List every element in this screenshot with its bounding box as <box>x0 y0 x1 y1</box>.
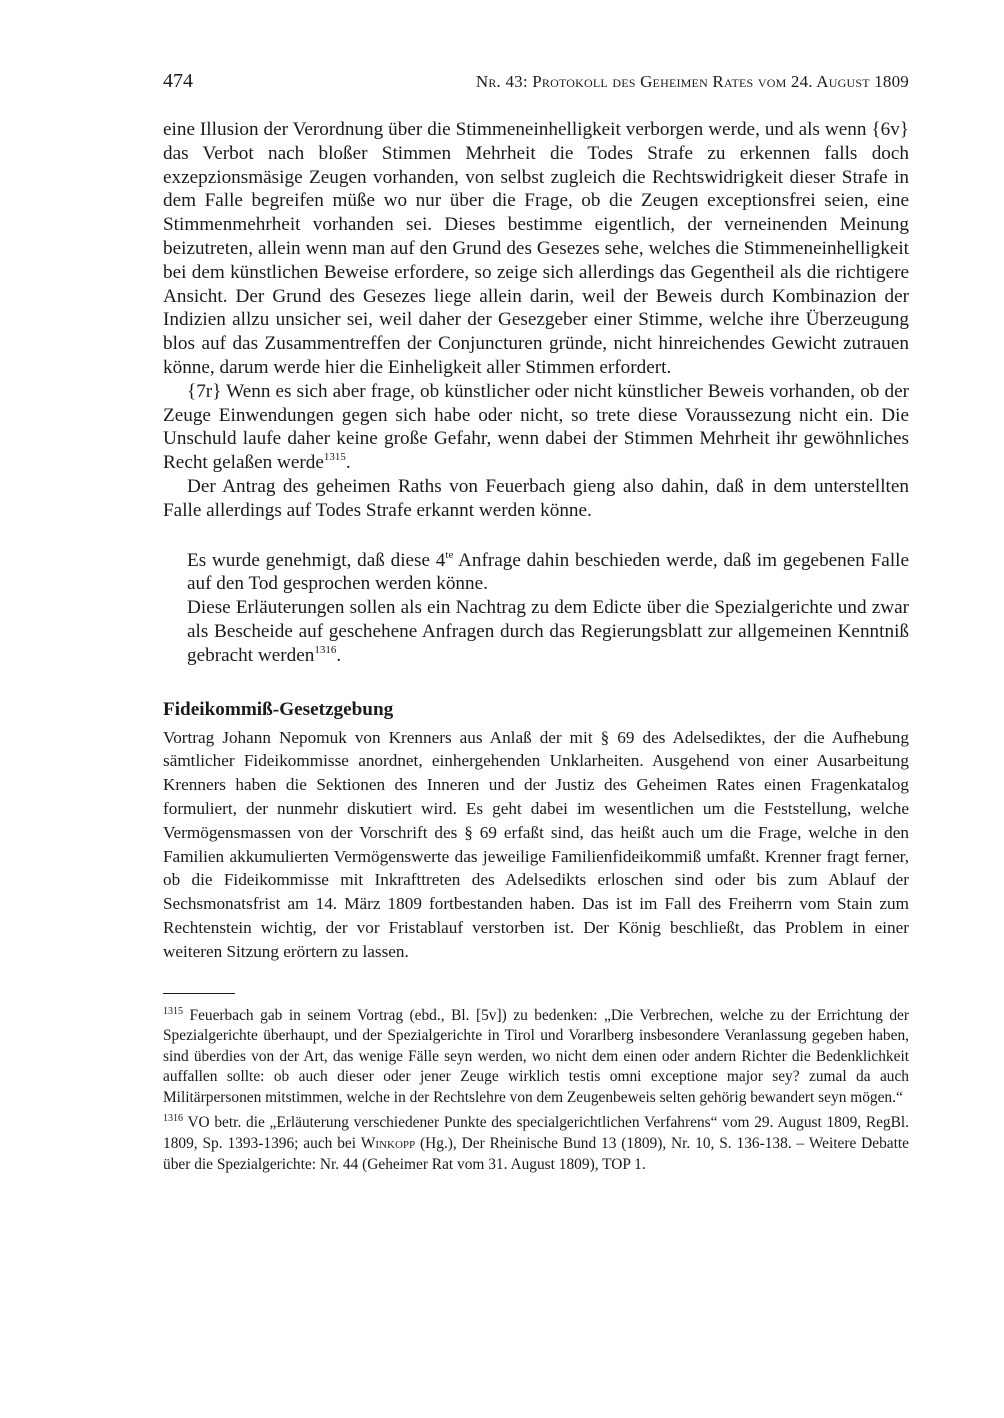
footnote-text: (Hg.), Der Rheinische Bund 13 (1809), Nr. 10, S. 136-138. – Weitere Debatte über die Spezialgerichte: Nr. 44 (Geheimer Rat vom 31. August 1809), TOP 1. <box>163 1135 909 1173</box>
section-heading: Fideikommiß-Gesetzgebung <box>163 698 394 720</box>
footnote-number: 1315 <box>163 1005 183 1017</box>
footnotes <box>163 1006 909 1176</box>
paragraph <box>163 380 909 475</box>
author-name: Winkopp <box>360 1135 416 1153</box>
document-page <box>163 70 909 1180</box>
page-number: 474 <box>163 70 193 92</box>
decision-text: Diese Erläuterungen sollen als ein Nachtrag zu dem Edicte über die Spezialgerichte und zwar als Bescheide auf geschehene Anfragen durch das Regierungsblatt zur allgemeinen Kenntniß gebracht werden <box>187 597 909 666</box>
footnote <box>163 1113 909 1175</box>
protocol-text <box>163 118 909 523</box>
footnote-divider <box>163 993 235 994</box>
decision-paragraph <box>187 549 909 597</box>
footnote-text: Feuerbach gab in seinem Vortrag (ebd., Bl. [5v]) zu bedenken: „Die Verbrechen, welche zu der Errichtung der Spezialgerichte überhaupt, und der Spezialgerichte in Tirol und Vorarlberg insbesondere Veranlassung gegeben haben, sind überdies von der Art, das wenige Fälle seyn werden, wo nicht dem einen oder andern Richter die Bedenklichkeit auffallen sollte: ob auch dieser oder jener Zeuge wirklich testis omni exceptione major sey? zumal da auch Militärpersonen mitstimmen, welche in der Rechtslehre von dem Zeugenbeweis selten gehörig bewandert seyn mögen.“ <box>163 1006 909 1106</box>
paragraph: eine Illusion der Verordnung über die Stimmeneinhelligkeit verborgen werde, und als wenn {6v} das Verbot nach bloßer Stimmen Mehrheit die Todes Strafe zu erkennen falls doch exzepzionsmäsige Zeugen vorhanden, von selbst zugleich die Rechtswidrigkeit dieser Strafe in dem Falle begreifen müße wo nur über die Frage, ob die Zeugen exceptionsfrei seien, eine Stimmenmehrheit vorhanden sei. Dieses bestimme eigentlich, der verneinenden Meinung beizutreten, allein wenn man auf den Grund des Gesezes sehe, welches die Stimmeneinhelligkeit bei dem künstlichen Beweise erfordere, so zeige sich allerdings das Gegentheil als die richtigere Ansicht. Der Grund des Gesezes liege allein darin, weil der Beweis durch Kombinazion der Indizien allzu unsicher sei, weil daher der Gesezgeber einer Stimme, welche ihre Überzeugung blos auf das Zusammentreffen der Conjuncturen gründe, nicht hinreichendes Gewicht zutrauen könne, darum werde hier die Einheligkeit aller Stimmen erfordert. <box>163 119 909 378</box>
decision-block <box>163 549 909 668</box>
footnote-ref[interactable]: 1316 <box>314 643 337 656</box>
footnote-ref[interactable]: 1315 <box>323 451 346 464</box>
paragraph-end: . <box>345 452 351 474</box>
section-summary <box>163 726 909 964</box>
footnote-number: 1316 <box>163 1113 183 1125</box>
page-header <box>163 70 909 104</box>
decision-text: Es wurde genehmigt, daß diese 4 <box>187 549 446 571</box>
running-head: Nr. 43: Protokoll des Geheimen Rates vom 24. August 1809 <box>475 72 909 91</box>
decision-text: Anfrage dahin beschieden werde, daß im gegebenen Falle auf den Tod gesprochen werden könne. <box>187 549 909 595</box>
footnote-text: VO betr. die „Erläuterung verschiedener Punkte des specialgerichtlichen Verfahrens“ vom 29. August 1809, RegBl. 1809, Sp. 1393-1396; auch bei <box>163 1114 909 1153</box>
summary-paragraph: Vortrag Johann Nepomuk von Krenners aus Anlaß der mit § 69 des Adelsediktes, der die Aufhebung sämtlicher Fideikommisse anordnet, einhergehenden Unklarheiten. Ausgehend von einer Ausarbeitung Krenners haben die Sektionen des Inneren und der Justiz des Geheimen Rates einen Fragenkatalog formuliert, der nunmehr diskutiert wird. Es geht dabei im wesentlichen um die Feststellung, welche Vermögensmassen von der Vorschrift des § 69 erfaßt sind, das heißt auch um die Frage, welche in den Familien akkumulierten Vermögenswerte das jeweilige Familienfideikommiß umfaßt. Krenner fragt ferner, ob die Fideikommisse mit Inkrafttreten des Adelsedikts erloschen sind oder bis zum Ablauf der Sechsmonatsfrist am 14. März 1809 fortbestanden haben. Das ist im Fall des Freiherrn vom Stain zum Rechtenstein wichtig, der vor Fristablauf verstorben ist. Der König beschließt, das Problem in einer weiteren Sitzung erörtern zu lassen. <box>163 727 909 961</box>
ordinal-superscript: te <box>445 548 454 561</box>
paragraph-text: {7r} Wenn es sich aber frage, ob künstlicher oder nicht künstlicher Beweis vorhanden, ob der Zeuge Einwendungen gegen sich habe oder nicht, so trete diese Voraussezung nicht ein. Die Unschuld laufe daher keine große Gefahr, wenn dabei der Stimmen Mehrheit ihr gewöhnliches Recht gelaßen werde <box>163 380 909 474</box>
decision-paragraph <box>187 596 909 667</box>
paragraph: Der Antrag des geheimen Raths von Feuerbach gieng also dahin, daß in dem unterstellten Falle allerdings auf Todes Strafe erkannt werden könne. <box>163 475 909 521</box>
decision-end: . <box>336 644 342 666</box>
footnote <box>163 1006 909 1109</box>
